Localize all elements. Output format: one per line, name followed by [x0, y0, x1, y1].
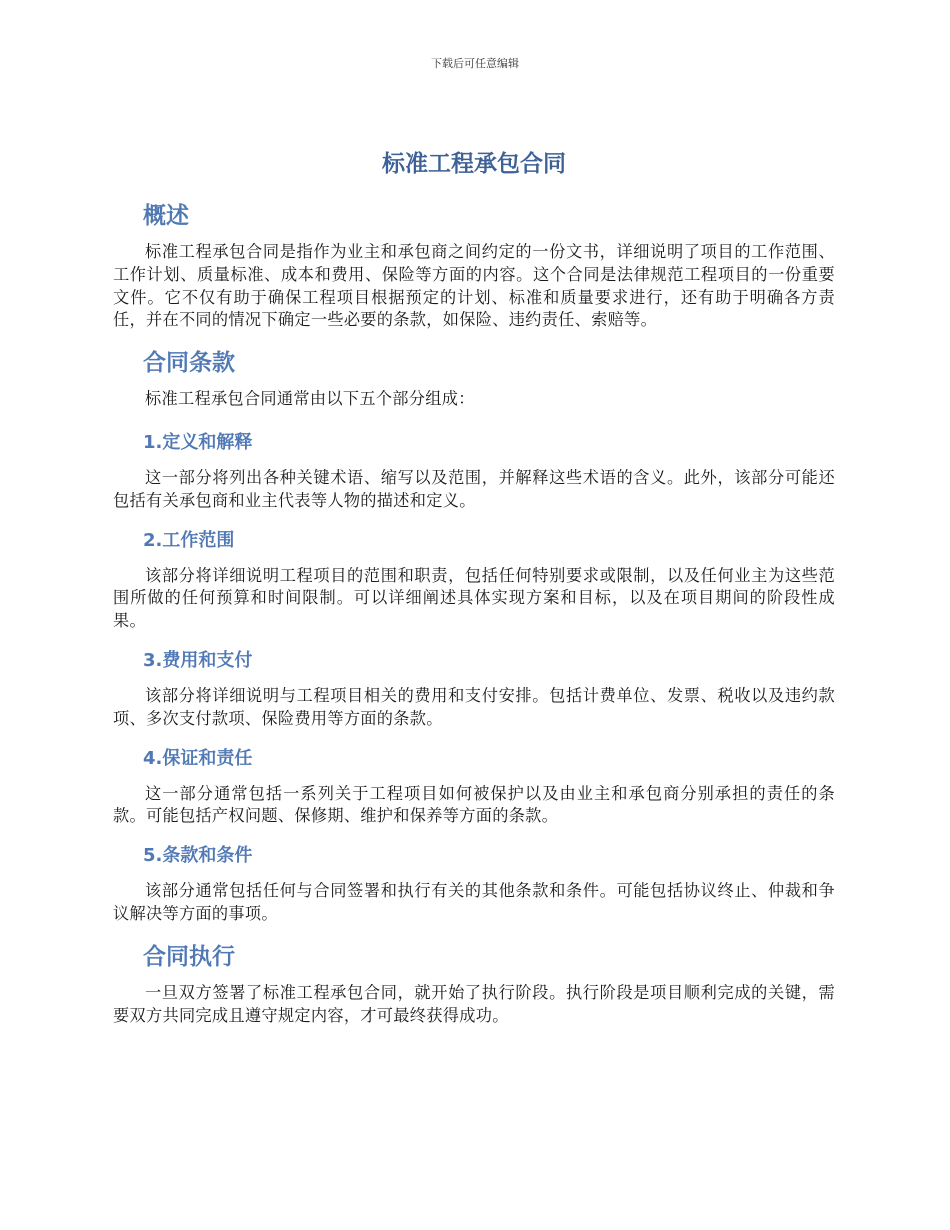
subsection-paragraph: 该部分将详细说明工程项目的范围和职责，包括任何特别要求或限制，以及任何业主为这些范围所做的任何预算和时间限制。可以详细阐述具体实现方案和目标，以及在项目期间的阶段性成果。	[113, 565, 835, 631]
subsection-heading: 1.定义和解释	[143, 431, 253, 453]
section-execution	[113, 940, 835, 1028]
header-note: 下载后可任意编辑	[431, 57, 519, 70]
paragraph-overview: 标准工程承包合同是指作为业主和承包商之间约定的一份文书，详细说明了项目的工作范围、工作计划、质量标准、成本和费用、保险等方面的内容。这个合同是法律规范工程项目的一份重要文件。它不仅有助于确保工程项目根据预定的计划、标准和质量要求进行，还有助于明确各方责任，并在不同的情况下确定一些必要的条款，如保险、违约责任、索赔等。	[113, 242, 835, 330]
section-heading-execution: 合同执行	[143, 943, 235, 970]
subsection-warranty	[113, 745, 835, 829]
subsection-heading: 2.工作范围	[143, 529, 235, 551]
section-heading-overview: 概述	[143, 203, 189, 229]
subsection-paragraph: 该部分将详细说明与工程项目相关的费用和支付安排。包括计费单位、发票、税收以及违约款项、多次支付款项、保险费用等方面的条款。	[113, 685, 835, 728]
subsection-payment	[113, 647, 835, 731]
subsection-heading: 4.保证和责任	[143, 747, 253, 769]
subsection-paragraph: 该部分通常包括任何与合同签署和执行有关的其他条款和条件。可能包括协议终止、仲裁和争议解决等方面的事项。	[113, 881, 835, 923]
subsection-paragraph: 这一部分将列出各种关键术语、缩写以及范围，并解释这些术语的含义。此外，该部分可能还包括有关承包商和业主代表等人物的描述和定义。	[113, 467, 835, 510]
subsection-scope	[113, 527, 835, 633]
subsection-paragraph: 这一部分通常包括一系列关于工程项目如何被保护以及由业主和承包商分别承担的责任的条款。可能包括产权问题、保修期、维护和保养等方面的条款。	[113, 783, 835, 826]
document-content	[113, 145, 835, 1041]
paragraph-terms-intro: 标准工程承包合同通常由以下五个部分组成：	[145, 389, 475, 409]
section-overview	[113, 199, 835, 332]
section-heading-terms: 合同条款	[143, 350, 235, 377]
section-terms	[113, 346, 835, 926]
subsection-conditions	[113, 842, 835, 926]
subsection-heading: 3.费用和支付	[143, 649, 253, 671]
subsection-definitions	[113, 429, 835, 513]
paragraph-execution: 一旦双方签署了标准工程承包合同，就开始了执行阶段。执行阶段是项目顺利完成的关键，需要双方共同完成且遵守规定内容，才可最终获得成功。	[113, 982, 835, 1025]
subsection-heading: 5.条款和条件	[143, 845, 253, 867]
document-title: 标准工程承包合同	[382, 151, 566, 177]
